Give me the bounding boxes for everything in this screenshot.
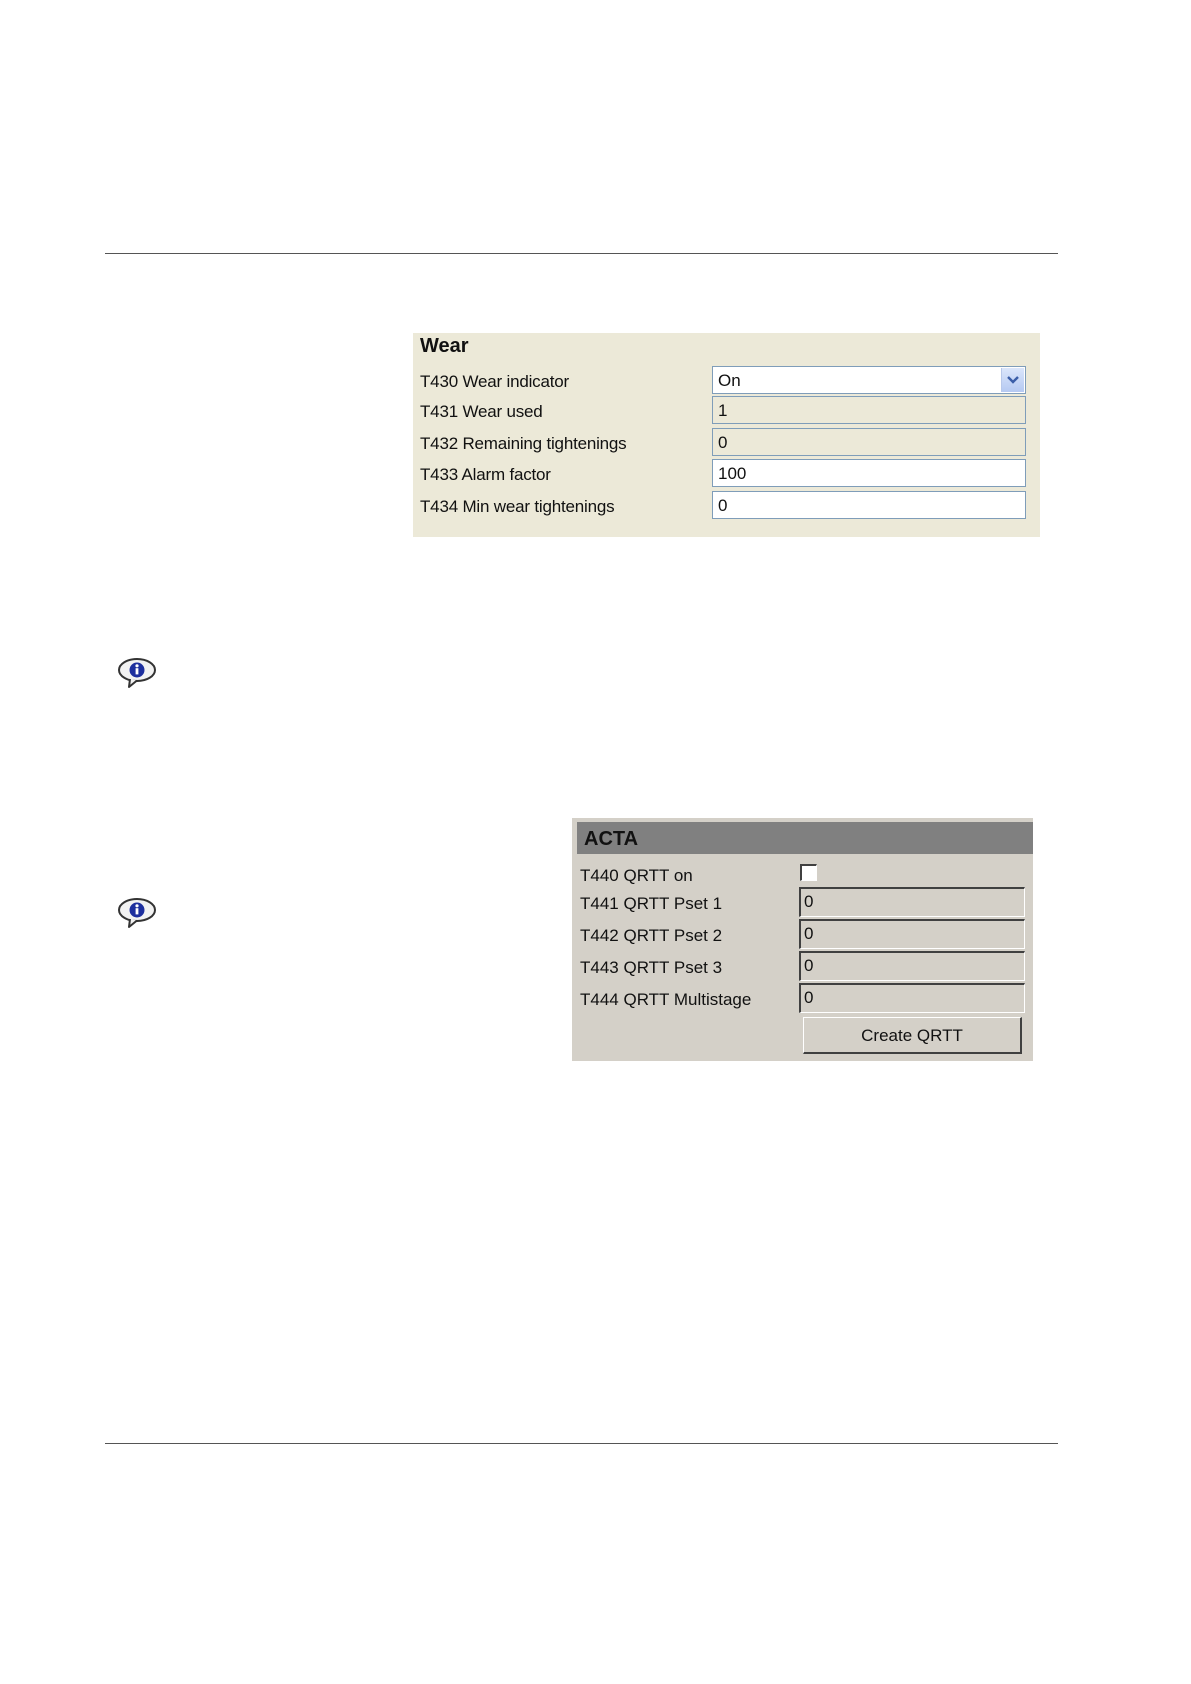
acta-panel [572,818,1033,1061]
wear-row-min-wear [413,491,1040,523]
wear-panel [413,333,1040,537]
bottom-divider [105,1443,1058,1444]
qrtt-pset-3-label: T443 QRTT Pset 3 [580,958,723,977]
wear-row-used [413,396,1040,428]
top-divider [105,253,1058,254]
qrtt-on-label: T440 QRTT on [580,866,693,885]
qrtt-pset-3-field[interactable]: 0 [799,951,1025,981]
wear-indicator-value: On [718,371,741,390]
wear-indicator-label: T430 Wear indicator [420,372,569,391]
qrtt-pset-2-label: T442 QRTT Pset 2 [580,926,723,945]
wear-row-remaining [413,428,1040,460]
qrtt-pset-1-field[interactable]: 0 [799,887,1025,917]
info-icon [116,656,158,690]
remaining-tightenings-label: T432 Remaining tightenings [420,434,627,453]
wear-used-field: 1 [712,396,1026,424]
acta-row-pset-2 [572,919,1033,951]
info-icon [116,896,158,930]
min-wear-tightenings-label: T434 Min wear tightenings [420,497,615,516]
wear-row-alarm-factor [413,459,1040,491]
acta-row-pset-1 [572,887,1033,919]
acta-row-multistage [572,983,1033,1015]
qrtt-on-checkbox[interactable] [800,864,817,881]
chevron-down-icon[interactable] [1001,368,1024,392]
wear-row-indicator [413,366,1040,398]
qrtt-pset-2-field[interactable]: 0 [799,919,1025,949]
qrtt-pset-1-label: T441 QRTT Pset 1 [580,894,723,913]
wear-used-label: T431 Wear used [420,402,543,421]
remaining-tightenings-field: 0 [712,428,1026,456]
acta-header [577,822,1033,854]
alarm-factor-input[interactable]: 100 [712,459,1026,487]
qrtt-multistage-field[interactable]: 0 [799,983,1025,1013]
create-qrtt-button[interactable]: Create QRTT [803,1017,1022,1054]
qrtt-multistage-label: T444 QRTT Multistage [580,990,752,1009]
min-wear-tightenings-input[interactable]: 0 [712,491,1026,519]
acta-row-pset-3 [572,951,1033,983]
wear-indicator-select[interactable] [712,366,1026,394]
wear-panel-title: Wear [420,335,469,357]
acta-title: ACTA [584,828,639,850]
alarm-factor-label: T433 Alarm factor [420,465,551,484]
